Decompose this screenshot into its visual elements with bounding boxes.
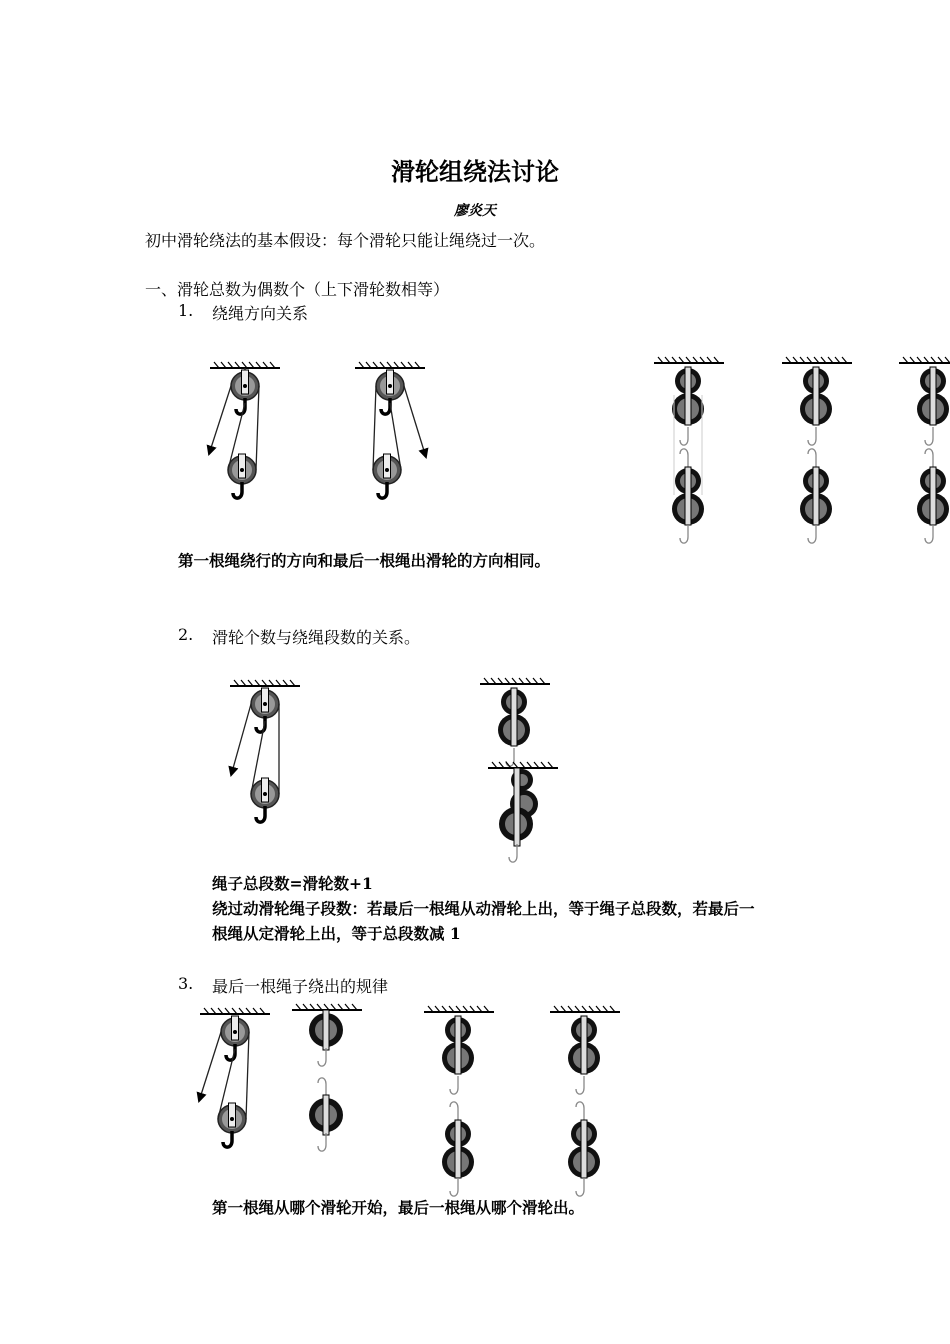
intro-text: 初中滑轮绕法的基本假设：每个滑轮只能让绳绕过一次。 bbox=[145, 231, 546, 250]
page-title: 滑轮组绕法讨论 bbox=[391, 157, 559, 186]
pulley-diagram-1a bbox=[200, 358, 300, 508]
item-number: 2. bbox=[178, 625, 194, 644]
item-title: 滑轮个数与绕绳段数的关系。 bbox=[212, 628, 421, 647]
note-text: 第一根绳从哪个滑轮开始，最后一根绳从哪个滑轮出。 bbox=[212, 1198, 585, 1217]
note-text: 第一根绳绕行的方向和最后一根绳出滑轮的方向相同。 bbox=[178, 551, 551, 570]
note-text: 绕过动滑轮绳子段数：若最后一根绳从动滑轮上出，等于绳子总段数，若最后一 bbox=[212, 899, 755, 918]
double-pulley-diagram-6 bbox=[546, 1002, 626, 1192]
single-pulley-diagram bbox=[290, 1002, 370, 1162]
author: 廖炎天 bbox=[454, 203, 496, 219]
pulley-diagram-3 bbox=[190, 1004, 290, 1154]
note-text: 绳子总段数=滑轮数+1 bbox=[212, 874, 373, 893]
double-pulley-diagram-1 bbox=[650, 355, 730, 545]
double-pulley-diagram-2 bbox=[778, 355, 858, 545]
stacked-pulley-diagram bbox=[484, 760, 574, 865]
item-number: 3. bbox=[178, 974, 194, 993]
double-pulley-diagram-4 bbox=[476, 676, 566, 756]
double-pulley-diagram-5 bbox=[420, 1002, 500, 1192]
item-title: 最后一根绳子绕出的规律 bbox=[212, 977, 389, 996]
item-number: 1. bbox=[178, 301, 194, 320]
section-heading: 一、滑轮总数为偶数个（上下滑轮数相等） bbox=[145, 280, 450, 299]
pulley-diagram-2 bbox=[220, 676, 320, 826]
item-title: 绕绳方向关系 bbox=[212, 304, 309, 323]
double-pulley-diagram-3 bbox=[895, 355, 950, 545]
note-text: 根绳从定滑轮上出，等于总段数减 1 bbox=[212, 924, 461, 943]
pulley-diagram-1b bbox=[345, 358, 445, 508]
